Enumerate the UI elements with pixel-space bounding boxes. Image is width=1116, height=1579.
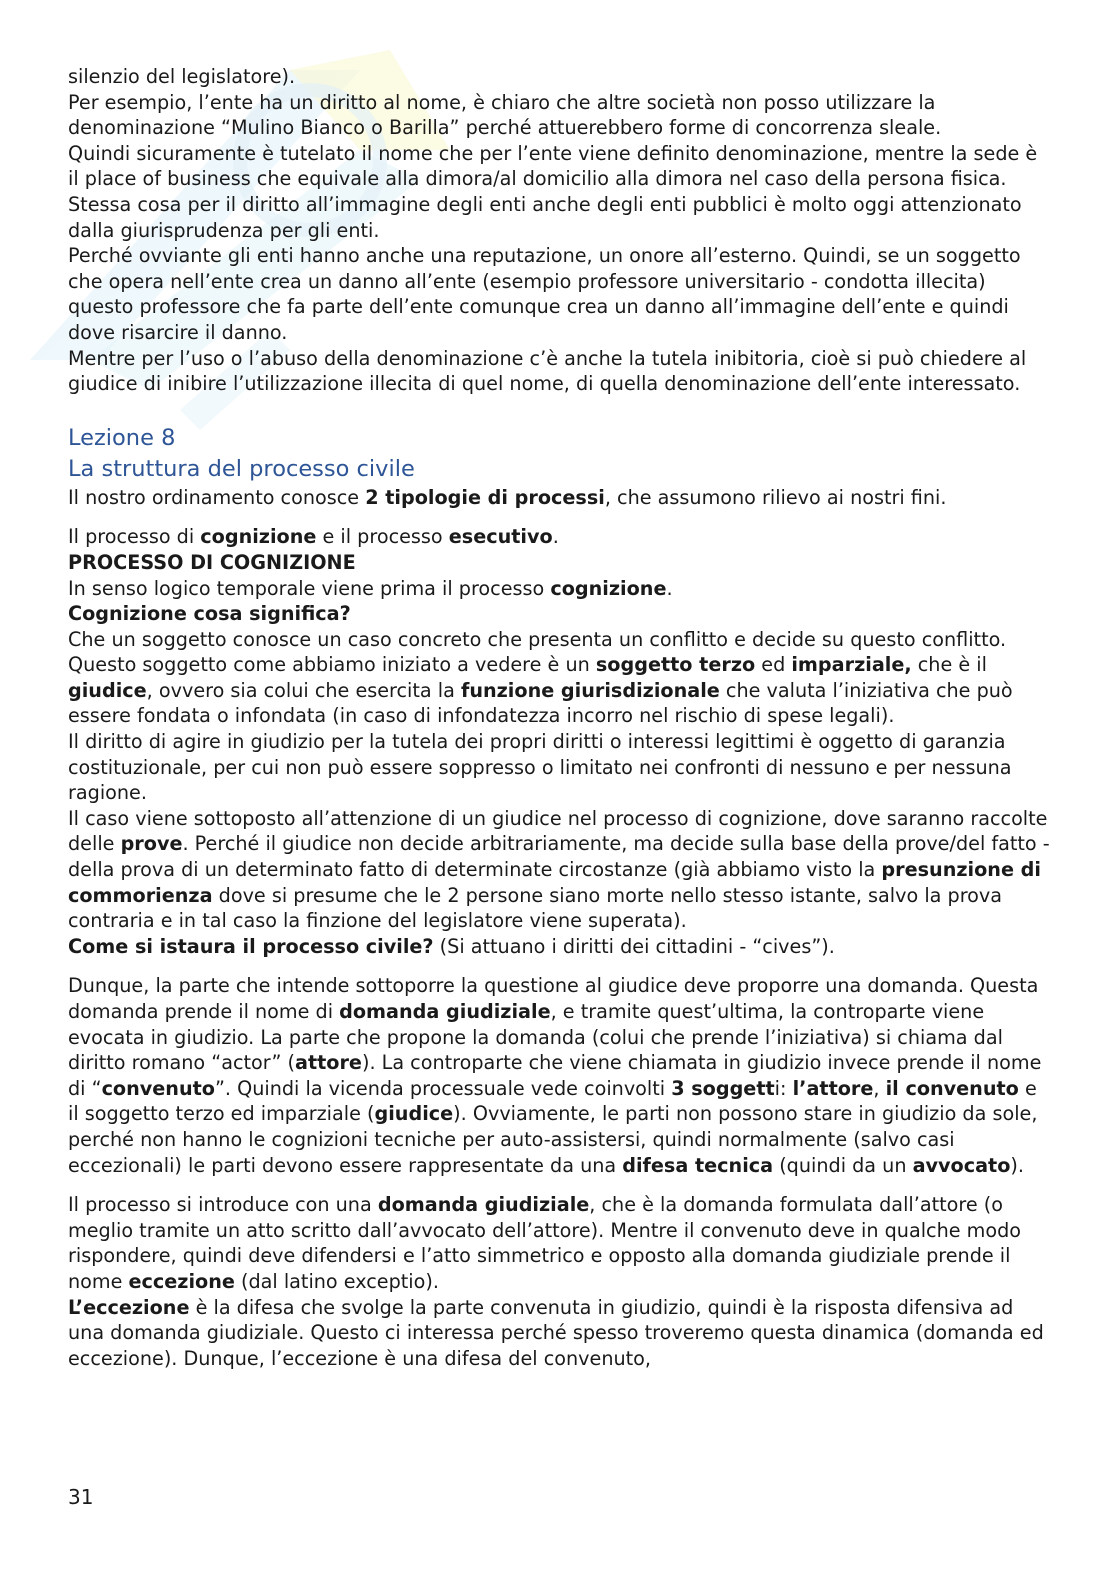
paragraph: Perché ovviante gli enti hanno anche una reputazione, un onore all’esterno. Quindi, se un soggetto che opera nell’ente crea un danno all’ente (esempio professore universitario - condotta illecita) questo professore che fa parte dell’ente comunque crea un danno all’immagine dell’ente e quindi dove risarcire il danno.: [68, 244, 1021, 344]
lesson-heading: Lezione 8: [68, 424, 176, 451]
paragraph: L’eccezione è la difesa che svolge la parte convenuta in giudizio, quindi è la risposta difensiva ad una domanda giudiziale. Questo ci interessa perché spesso troveremo questa dinamica (domanda ed eccezione). Dunque, l’eccezione è una difesa del convenuto,: [68, 1295, 1044, 1370]
paragraph: Il diritto di agire in giudizio per la tutela dei propri diritti o interessi legittimi è oggetto di garanzia costituzionale, per cui non può essere soppresso o limitato nei confronti di nessuno e per nessuna ragione.: [68, 730, 1012, 805]
page-number: 31: [68, 1485, 94, 1509]
subheading: PROCESSO DI COGNIZIONE: [68, 550, 356, 574]
paragraph: Il caso viene sottoposto all’attenzione di un giudice nel processo di cognizione, dove saranno raccolte delle prove. Perché il giudice non decide arbitrariamente, ma decide sulla base della prove/del fatto - della prova di un determinato fatto di determinate circostanze (già abbiamo visto la presunzione di commorienza dove si presume che le 2 persone siano morte nello stesso istante, salvo la prova contraria e in tal caso la finzione del legislatore viene superata).: [68, 806, 1050, 933]
question-heading: Cognizione cosa significa?: [68, 602, 351, 626]
section-heading: La struttura del processo civile: [68, 455, 415, 482]
paragraph: Come si istaura il processo civile? (Si attuano i diritti dei cittadini - “cives”).: [68, 934, 835, 958]
paragraph: Per esempio, l’ente ha un diritto al nome, è chiaro che altre società non posso utilizzare la denominazione “Mulino Bianco o Barilla” perché attuerebbero forme di concorrenza sleale.: [68, 90, 942, 140]
paragraph: Dunque, la parte che intende sottoporre la questione al giudice deve proporre una domanda. Questa domanda prende il nome di domanda giudiziale, e tramite quest’ultima, la controparte viene evocata in giudizio. La parte che propone la domanda (colui che prende l’iniziativa) si chiama dal diritto romano “actor” (attore). La controparte che viene chiamata in giudizio invece prende il nome di “convenuto”. Quindi la vicenda processuale vede coinvolti 3 soggetti: l’attore, il convenuto e il soggetto terzo ed imparziale (giudice). Ovviamente, le parti non possono stare in giudizio da sole, perché non hanno le cognizioni tecniche per auto-assistersi, quindi normalmente (salvo casi eccezionali) le parti devono essere rappresentate da una difesa tecnica (quindi da un avvocato).: [68, 974, 1042, 1177]
paragraph: In senso logico temporale viene prima il processo cognizione.: [68, 576, 673, 600]
paragraph: silenzio del legislatore).: [68, 65, 296, 88]
paragraph: Che un soggetto conosce un caso concreto che presenta un conflitto e decide su questo conflitto. Questo soggetto come abbiamo iniziato a vedere è un soggetto terzo ed imparziale, che è il giudice, ovvero sia colui che esercita la funzione giurisdizionale che valuta l’iniziativa che può essere fondata o infondata (in caso di infondatezza incorro nel rischio di spese legali).: [68, 627, 1013, 728]
document-page: [68, 64, 1053, 1371]
paragraph: Quindi sicuramente è tutelato il nome che per l’ente viene definito denominazione, mentre la sede è il place of business che equivale alla dimora/al domicilio alla dimora nel caso della persona fisica.: [68, 141, 1038, 191]
paragraph: Il nostro ordinamento conosce 2 tipologie di processi, che assumono rilievo ai nostri fini.: [68, 485, 947, 509]
paragraph: Il processo di cognizione e il processo esecutivo.: [68, 525, 559, 549]
paragraph: Stessa cosa per il diritto all’immagine degli enti anche degli enti pubblici è molto oggi attenzionato dalla giurisprudenza per gli enti.: [68, 192, 1022, 242]
paragraph: Il processo si introduce con una domanda giudiziale, che è la domanda formulata dall’attore (o meglio tramite un atto scritto dall’avvocato dell’attore). Mentre il convenuto deve in qualche modo rispondere, quindi deve difendersi e l’atto simmetrico e opposto alla domanda giudiziale prende il nome eccezione (dal latino exceptio).: [68, 1193, 1022, 1293]
paragraph: Mentre per l’uso o l’abuso della denominazione c’è anche la tutela inibitoria, cioè si può chiedere al giudice di inibire l’utilizzazione illecita di quel nome, di quella denominazione dell’ente interessato.: [68, 346, 1027, 396]
